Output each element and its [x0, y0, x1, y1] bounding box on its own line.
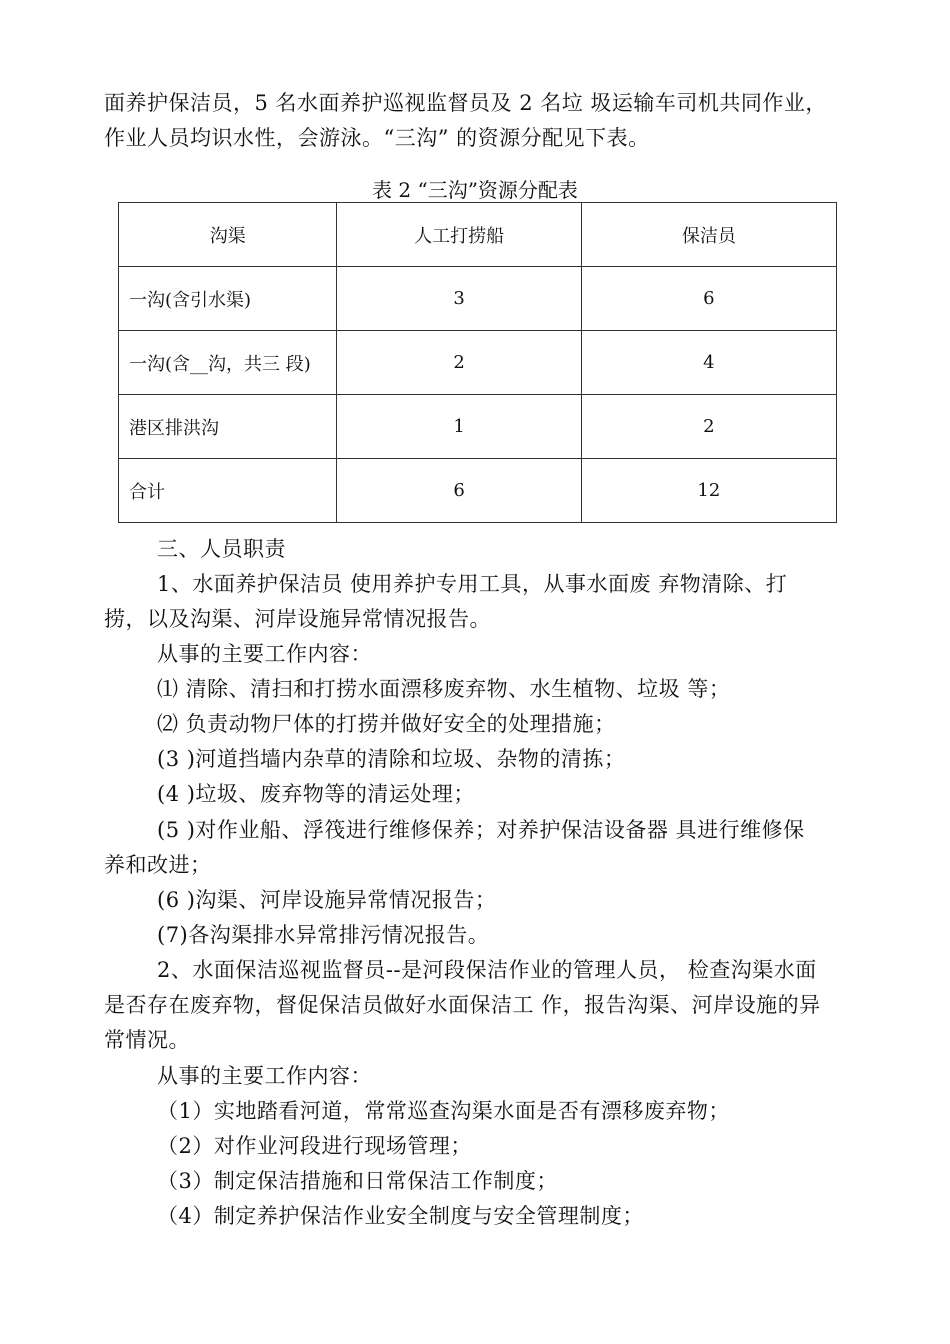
table-row	[119, 395, 837, 459]
header-cleaners: 保洁员	[581, 203, 836, 267]
header-boats: 人工打捞船	[337, 203, 581, 267]
body-line: 常情况。	[104, 1028, 190, 1052]
body-line: 捞，以及沟渠、河岸设施异常情况报告。	[104, 607, 491, 631]
body-line: (4 )垃圾、废弃物等的清运处理；	[157, 782, 475, 806]
intro-line-1: 面养护保洁员，5 名水面养护巡视监督员及 2 名垃 圾运输车司机共同作业，	[104, 91, 827, 115]
body-line: （2）对作业河段进行现场管理；	[157, 1134, 472, 1158]
table-header-row	[119, 203, 837, 267]
resource-table	[118, 202, 837, 523]
body-line: （4）制定养护保洁作业安全制度与安全管理制度；	[157, 1204, 644, 1228]
table-total-row	[119, 459, 837, 523]
table-row	[119, 267, 837, 331]
body-line: （1）实地踏看河道，常常巡查沟渠水面是否有漂移废弃物；	[157, 1099, 730, 1123]
cell-boats: 6	[337, 459, 581, 523]
body-line: (5 )对作业船、浮筏进行维修保养；对养护保洁设备器 具进行维修保	[157, 818, 805, 842]
cell-cleaners: 6	[581, 267, 836, 331]
body-line: 2、水面保洁巡视监督员--是河段保洁作业的管理人员， 检查沟渠水面	[157, 958, 817, 982]
body-line: (6 )沟渠、河岸设施异常情况报告；	[157, 888, 497, 912]
cell-boats: 1	[337, 395, 581, 459]
cell-channel: 合计	[119, 459, 337, 523]
body-line: ⑴ 清除、清扫和打捞水面漂移废弃物、水生植物、垃圾 等；	[157, 677, 731, 701]
body-line: (3 )河道挡墙内杂草的清除和垃圾、杂物的清拣；	[157, 747, 626, 771]
table-caption: 表 2 “三沟”资源分配表	[372, 178, 578, 202]
body-line: 养和改进；	[104, 853, 212, 877]
header-channel: 沟渠	[119, 203, 337, 267]
table-row	[119, 331, 837, 395]
body-line: 1、水面养护保洁员 使用养护专用工具，从事水面废 弃物清除、打	[157, 572, 788, 596]
cell-cleaners: 12	[581, 459, 836, 523]
body-line: (7)各沟渠排水异常排污情况报告。	[157, 923, 490, 947]
body-line: 从事的主要工作内容：	[157, 642, 372, 666]
body-line: 是否存在废弃物，督促保洁员做好水面保洁工 作，报告沟渠、河岸设施的异	[104, 993, 821, 1017]
body-line: ⑵ 负责动物尸体的打捞并做好安全的处理措施；	[157, 712, 616, 736]
cell-channel: 一沟(含__沟，共三 段)	[119, 331, 337, 395]
cell-boats: 2	[337, 331, 581, 395]
body-line: （3）制定保洁措施和日常保洁工作制度；	[157, 1169, 558, 1193]
intro-line-2: 作业人员均识水性，会游泳。“三沟” 的资源分配见下表。	[104, 126, 650, 150]
cell-channel: 港区排洪沟	[119, 395, 337, 459]
cell-channel: 一沟(含引水渠)	[119, 267, 337, 331]
section-heading: 三、人员职责	[157, 537, 286, 561]
body-line: 从事的主要工作内容：	[157, 1064, 372, 1088]
cell-cleaners: 4	[581, 331, 836, 395]
cell-cleaners: 2	[581, 395, 836, 459]
cell-boats: 3	[337, 267, 581, 331]
